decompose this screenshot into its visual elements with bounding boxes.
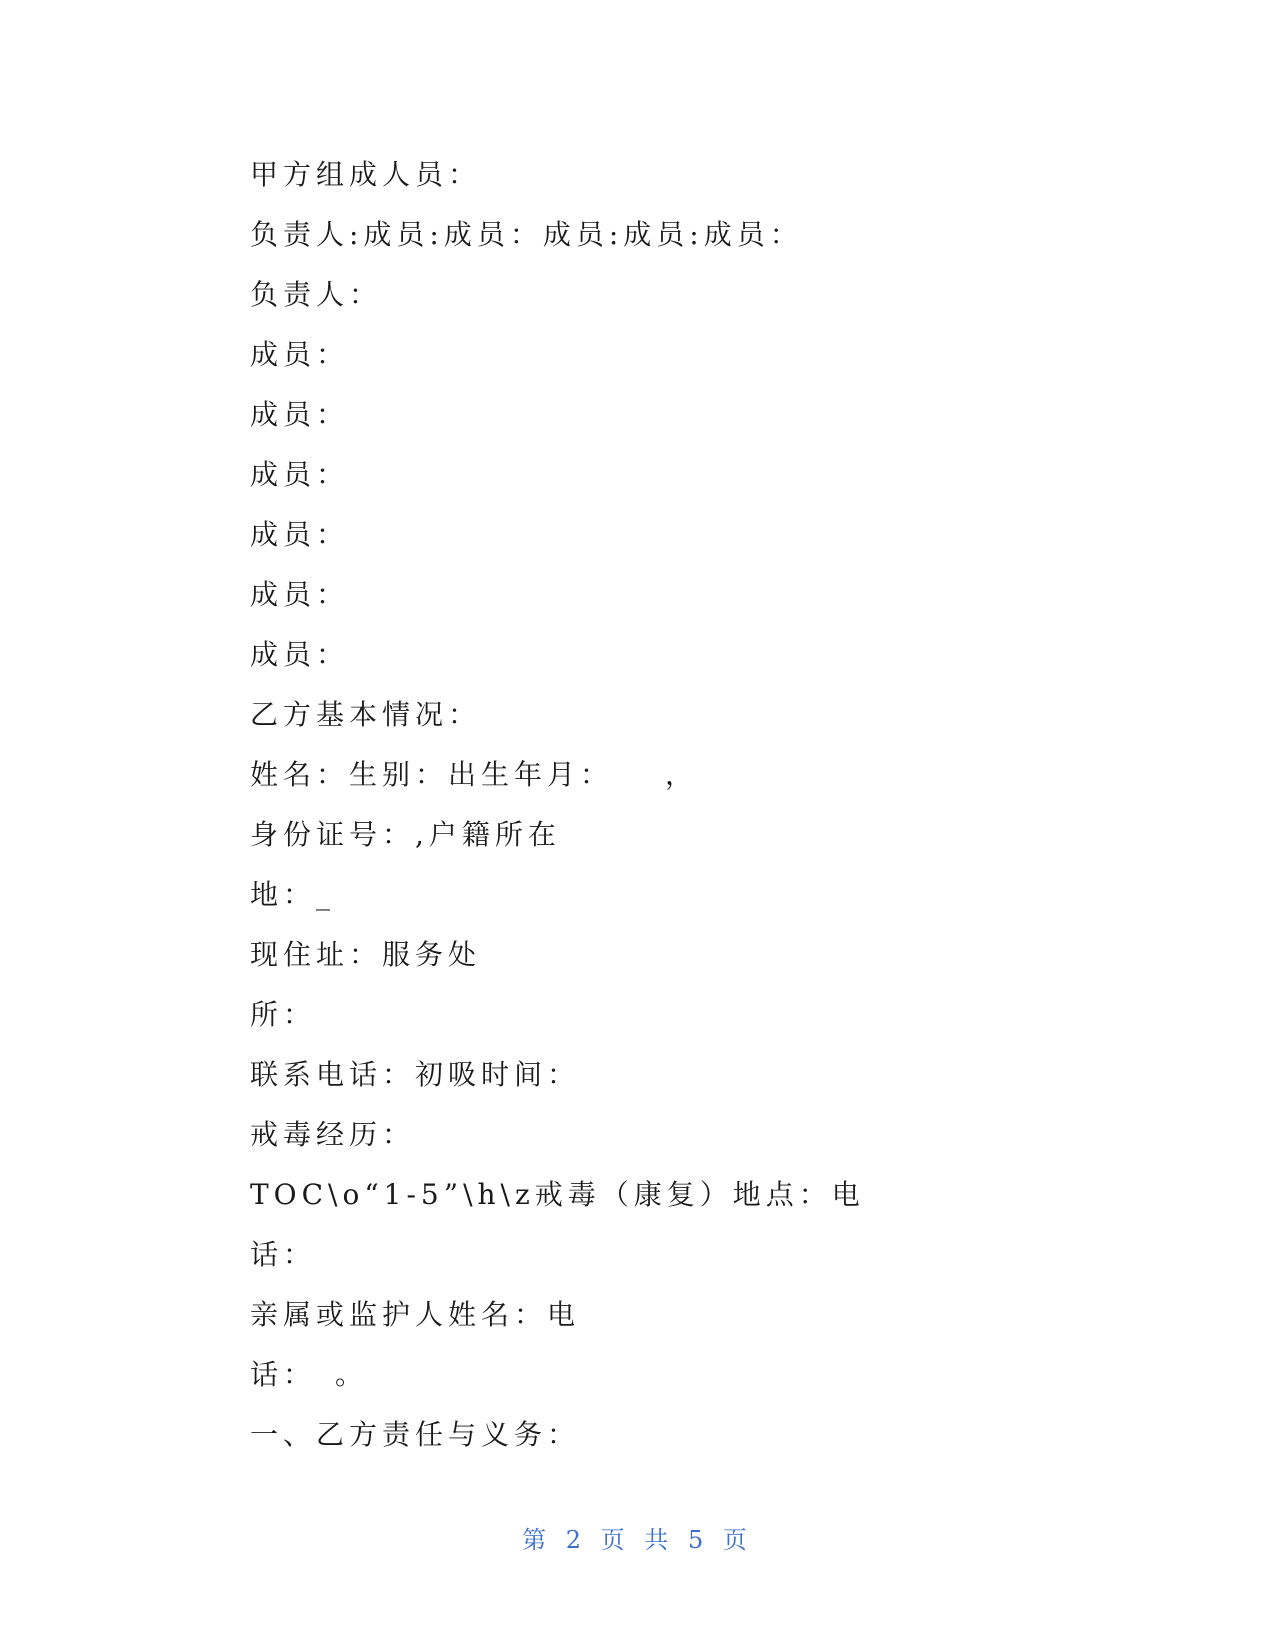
member-field: 成员： — [250, 398, 350, 431]
party-a-member-summary-line: 负责人:成员:成员：成员:成员:成员： — [250, 218, 803, 251]
guardian-phone-field: 话： 。 — [250, 1358, 369, 1391]
section-heading-party-a-members: 甲方组成人员： — [250, 158, 482, 191]
section-heading-party-b-info: 乙方基本情况： — [250, 698, 482, 731]
name-gender-birth-field: 姓名：生别：出生年月： ， — [250, 758, 699, 791]
member-field: 成员： — [250, 578, 350, 611]
member-field: 成员： — [250, 638, 350, 671]
member-field: 成员： — [250, 518, 350, 551]
service-location-field: 所： — [250, 998, 317, 1031]
member-field: 成员： — [250, 458, 350, 491]
household-location-field: 地：_ — [250, 878, 336, 911]
document-body — [250, 145, 1050, 1465]
rehab-location-field: TOC\o“1-5”\h\z戒毒（康复）地点：电 — [250, 1178, 865, 1211]
member-field: 成员： — [250, 338, 350, 371]
rehab-phone-field: 话： — [250, 1238, 317, 1271]
page-number-footer: 第 2 页 共 5 页 — [522, 1526, 753, 1554]
phone-first-use-field: 联系电话：初吸时间： — [250, 1058, 581, 1091]
person-in-charge-field: 负责人： — [250, 278, 383, 311]
guardian-name-field: 亲属或监护人姓名：电 — [250, 1298, 581, 1331]
id-number-field: 身份证号：,户籍所在 — [250, 818, 561, 851]
section-heading-party-b-duties: 一、乙方责任与义务： — [250, 1418, 581, 1451]
current-address-field: 现住址：服务处 — [250, 938, 482, 971]
rehab-history-field: 戒毒经历： — [250, 1118, 416, 1151]
